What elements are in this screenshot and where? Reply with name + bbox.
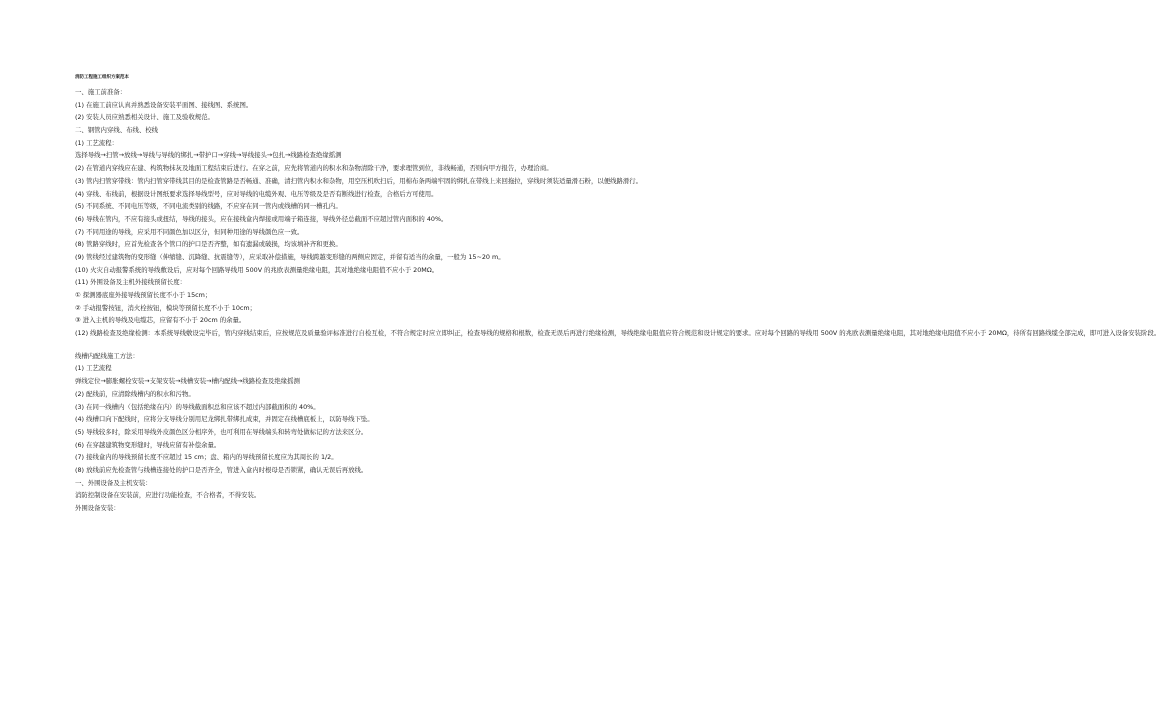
text-line: 外围设备安装： [75, 504, 120, 512]
section-trunking-wiring [75, 350, 470, 515]
text-line: 一、施工前准备： [75, 88, 127, 96]
text-line: (2) 配线前，应清除线槽内的积水和污物。 [75, 389, 195, 398]
text-line: 线槽内配线施工方法： [75, 351, 139, 360]
text-line: (2) 在管道内穿线应在建、构筑物抹灰及地面工程结束后进行。在穿之前，应先将管道内的积水和杂物清除干净，要求理管到位，非线畅通，否则向甲方报告，办理洽商。 [75, 164, 553, 173]
text-line: (7) 不同用途的导线，应采用不同颜色加以区分，但同种用途的导线颜色应一致。 [75, 227, 304, 236]
text-line: (3) 在同一线槽内（包括绝缘在内）的导线截面积总和应该不超过内部截面积的 40%。 [75, 402, 320, 411]
text-line: (7) 接线盒内的导线预留长度不应超过 15 cm；盘、箱内的导线预留长度应为其周长的 1/2。 [75, 453, 338, 462]
text-line: (12) 线路检查及绝缘检测：本系统导线敷设完毕后，管内穿线结束后，应按规范及质量验评标准进行自检互检，不符合规定时应立即纠正，检查导线的规格和根数，检查无误后再进行绝缘检测，导线绝缘电阻值应符合规范和设计规定的要求。应对每个回路的导线用 500V 的兆欧表测量绝缘电阻，其对地绝缘电阻值不应小于 20MΩ，待所有回路线缆全部完成，即可进入设备安装阶段。 [75, 329, 1160, 338]
text-line: (4) 穿线、布线前，根据设计图纸要求选择导线型号，应对导线的电缆外观、电压等级及是否有断线进行检查，合格后方可使用。 [75, 189, 438, 198]
document-body [75, 86, 1160, 515]
text-line: (1) 工艺流程 [75, 364, 112, 373]
text-line: (6) 在穿越建筑物变形缝时，导线应留有补偿余量。 [75, 440, 221, 449]
text-line: (5) 导线较多时，除采用导线外皮颜色区分相序外，也可利用在导线端头和转弯处做标记的方法来区分。 [75, 427, 368, 436]
text-line: (8) 放线前应先检查管与线槽连接处的护口是否齐全，管进入盒内时根母是否锁紧，确认无误后再放线。 [75, 465, 368, 474]
text-line: (11) 外围设备及主机外接线预留长度： [75, 278, 187, 287]
text-line: ① 探测器底座外接导线预留长度不小于 15cm； [75, 291, 212, 299]
text-line: (6) 导线在管内，不应有接头或扭结，导线的接头，应在接线盒内焊接或用端子箱连接，导线外径总截面不应超过管内面积的 40%。 [75, 214, 448, 223]
text-line: (5) 不同系统、不同电压等级，不同电流类别的线路，不应穿在同一管内或线槽的同一槽孔内。 [75, 202, 342, 211]
document-title: 消防工程施工组织方案范本 [75, 75, 129, 80]
text-line: 消防控制设备在安装前，应进行功能检查，不合格者，不得安装。 [75, 491, 261, 500]
section-gap [75, 340, 470, 350]
text-line: 弹线定位→膨胀螺栓安装→支架安装→线槽安装→槽内配线→线路检查及绝缘摇测 [75, 377, 300, 386]
text-line: (3) 管内扫管穿带线：管内扫管穿带线其目的是检查管路是否畅通、准确，清扫管内积水和杂物，用空压机吹扫后，用棉布条两端牢固的绑扎在带线上来回拖拉，穿线时须装适量滑石粉，以便线路滑行。 [75, 176, 643, 185]
text-line: (1) 在施工前应认真并熟悉设备安装平面图、接线图、系统图。 [75, 100, 253, 109]
text-line: ② 手动报警按钮，消火栓按钮，模块等预留长度不小于 10cm； [75, 303, 257, 312]
text-line: (1) 工艺流程： [75, 138, 119, 147]
text-line: (10) 火灾自动报警系统的导线敷设后，应对每个回路导线用 500V 的兆欧表测量绝缘电阻，其对地绝缘电阻值不应小于 20MΩ。 [75, 265, 439, 274]
text-line: (9) 管线经过建筑物的变形缝（伸缩缝、沉降缝、抗震缝等），应采取补偿措施，导线跨越变形缝的两侧应固定，并留有适当的余量，一般为 15~20 m。 [75, 252, 505, 261]
text-line: (2) 安装人员应熟悉相关设计、施工及验收规范。 [75, 113, 214, 122]
text-line: ③ 进入主机的导线及电缆芯，应留有不小于 20cm 的余量。 [75, 316, 246, 325]
text-line: 选择导线→扫管→放线→导线与导线的绑扎→带护口→穿线→导线接头→包扎→线路检查绝缘摇测 [75, 151, 342, 160]
text-line: 二、钢管内穿线、布线、校线 [75, 126, 159, 135]
text-line: (8) 管路穿线时，应首先检查各个管口的护口是否齐整，如有遗漏或破损，均该填补齐和更换。 [75, 240, 342, 249]
section-construction-prep-and-wiring [75, 86, 1160, 340]
text-line: 一、外围设备及主机安装： [75, 478, 152, 487]
text-line: (4) 线槽口向下配线时，应将分支导线分别用尼龙绑扎带绑扎成束，并固定在线槽底板上，以防导线下坠。 [75, 415, 374, 424]
